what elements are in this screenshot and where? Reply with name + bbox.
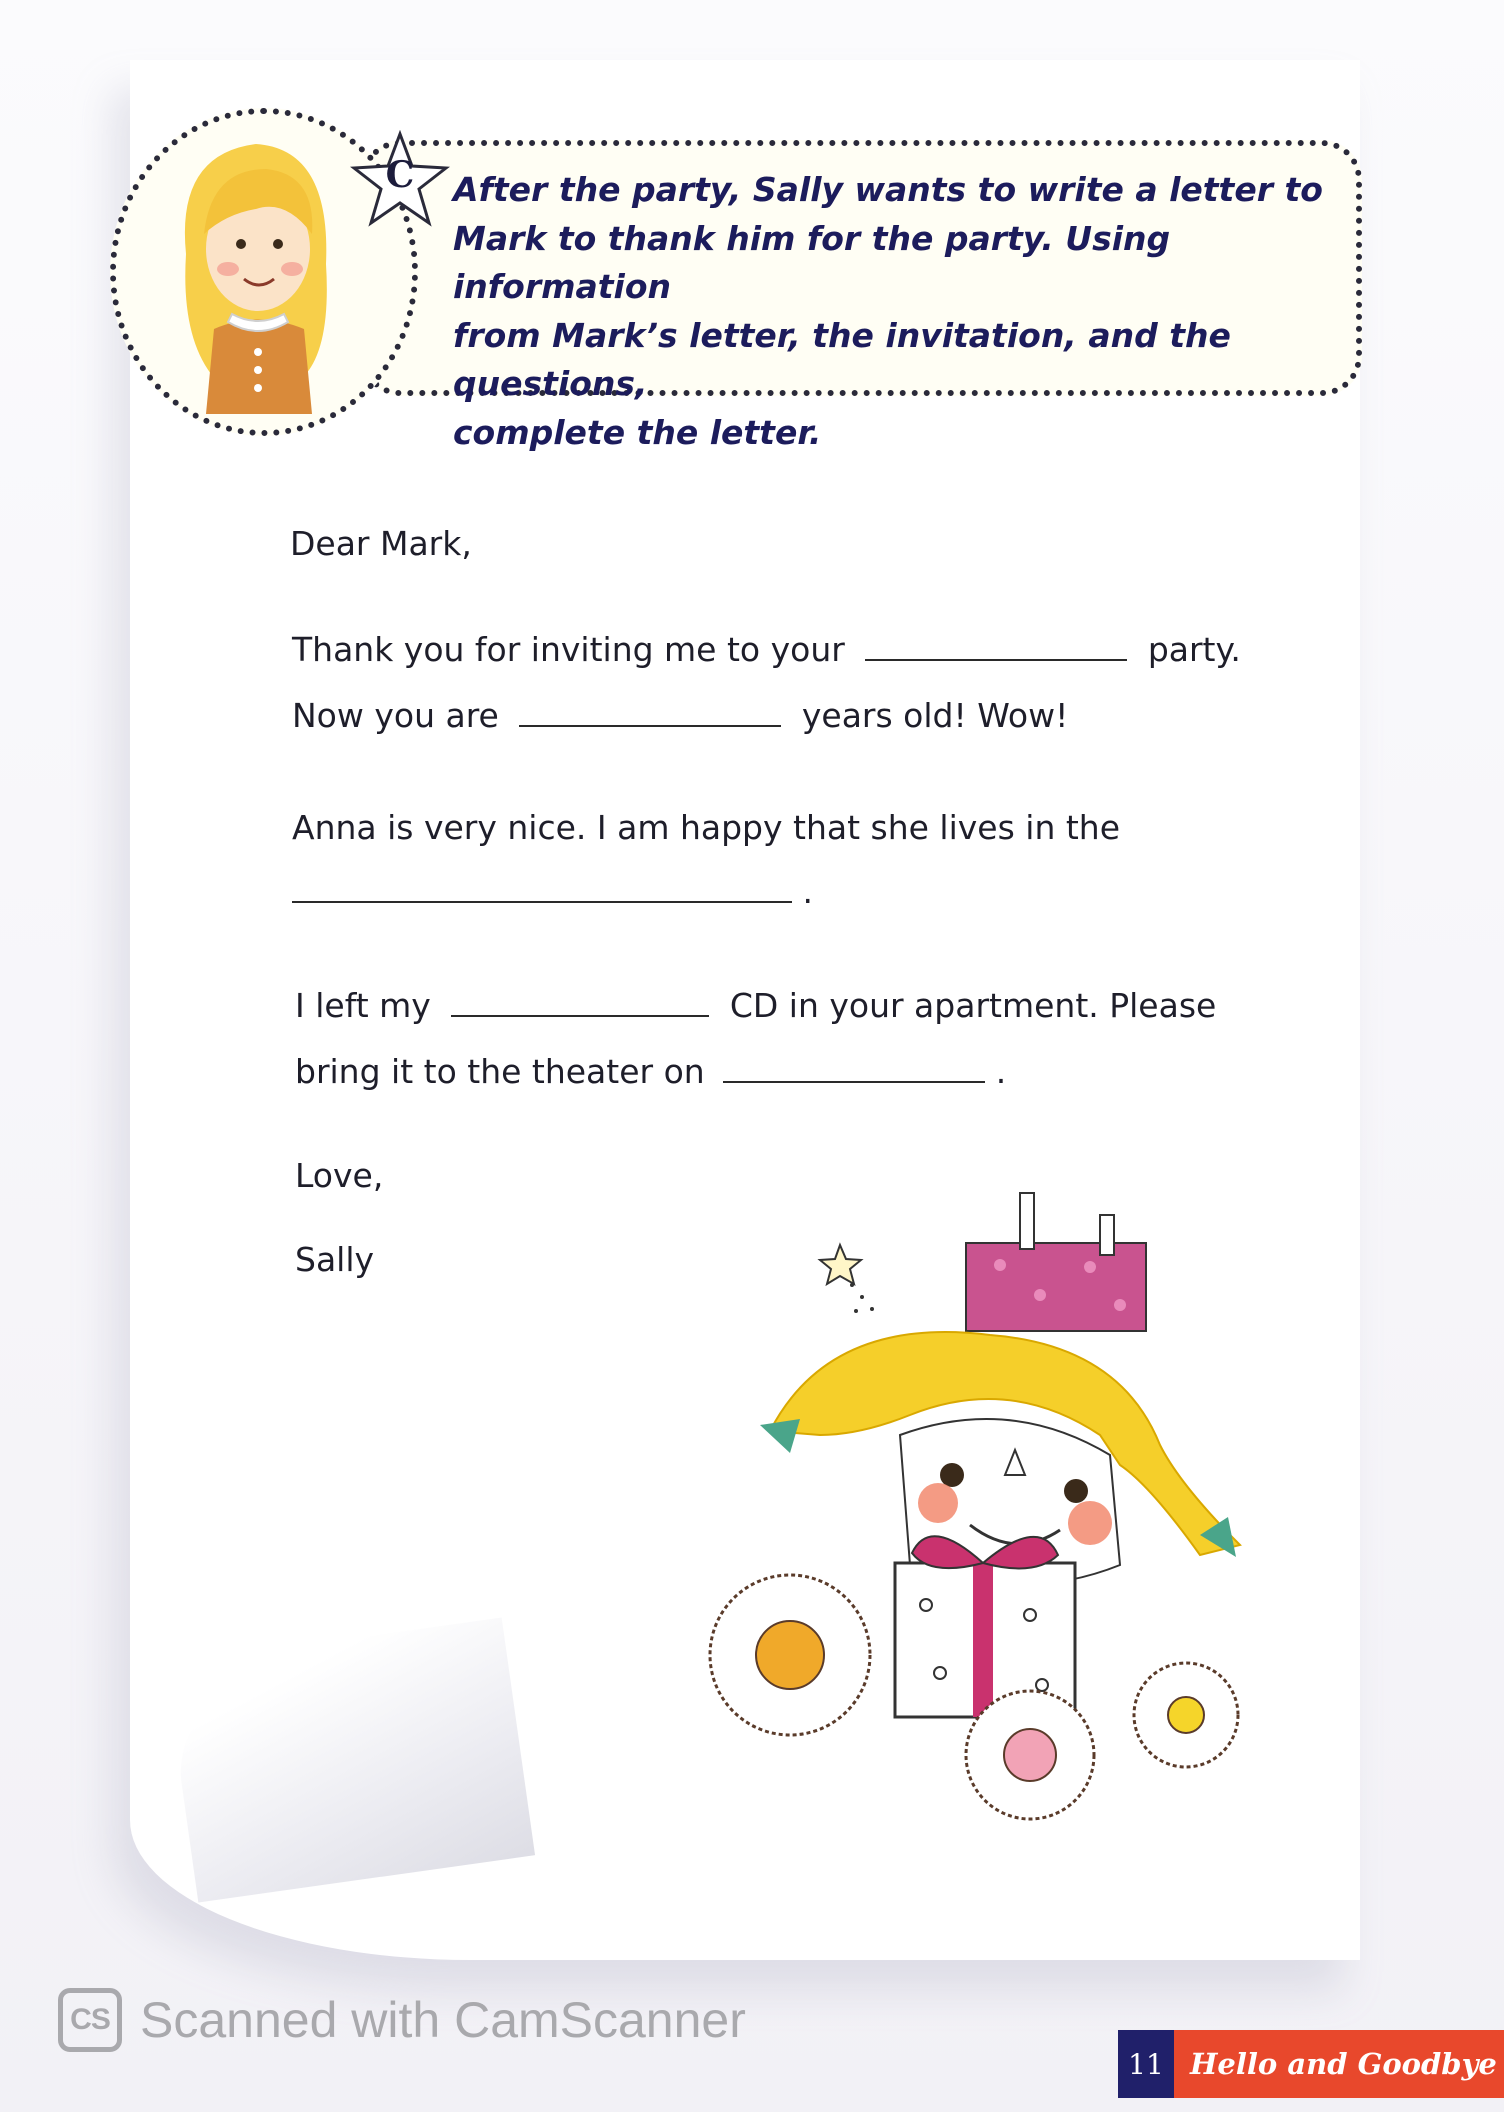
letter-closing: Love, <box>295 1156 384 1195</box>
letter-greeting: Dear Mark, <box>290 524 472 563</box>
letter-text: party. <box>1147 630 1241 669</box>
letter-text: Thank you for inviting me to your <box>292 630 845 669</box>
letter-line-3: Anna is very nice. I am happy that she lives in the <box>292 808 1121 847</box>
letter-text: I left my <box>295 986 431 1025</box>
letter-text: Now you are <box>292 696 499 735</box>
instruction-text <box>453 166 1353 457</box>
blank-cd[interactable] <box>451 1015 709 1017</box>
section-title: Hello and Goodbye <box>1174 2030 1504 2098</box>
exercise-letter: C <box>385 154 415 196</box>
blank-place[interactable] <box>292 901 792 903</box>
instruction-line: from Mark’s letter, the invitation, and the questions, <box>453 315 1231 403</box>
letter-text: bring it to the theater on <box>295 1052 705 1091</box>
letter-line-1 <box>292 630 1241 669</box>
blank-age[interactable] <box>519 725 781 727</box>
instruction-line: Mark to thank him for the party. Using information <box>453 218 1171 306</box>
letter-signature: Sally <box>295 1240 375 1279</box>
letter-line-6 <box>295 1052 1006 1091</box>
blank-day[interactable] <box>723 1081 985 1083</box>
letter-text: years old! Wow! <box>801 696 1069 735</box>
instruction-line: After the party, Sally wants to write a letter to <box>453 170 1323 209</box>
letter-line-2 <box>292 696 1068 735</box>
letter-line-5 <box>295 986 1216 1025</box>
letter-text: . <box>802 872 813 911</box>
letter-text: . <box>995 1052 1007 1091</box>
page-number: 11 <box>1118 2030 1174 2098</box>
instruction-line: complete the letter. <box>453 412 822 452</box>
watermark-text: Scanned with CamScanner <box>140 1992 746 2048</box>
letter-line-4 <box>292 872 813 911</box>
footer-tab <box>1118 2030 1504 2098</box>
camscanner-logo-icon: CS <box>58 1988 122 2052</box>
girl-with-present-illustration <box>680 1185 1280 1835</box>
camscanner-watermark <box>58 1988 746 2052</box>
letter-text: CD in your apartment. Please <box>729 986 1217 1025</box>
blank-party-type[interactable] <box>865 659 1127 661</box>
